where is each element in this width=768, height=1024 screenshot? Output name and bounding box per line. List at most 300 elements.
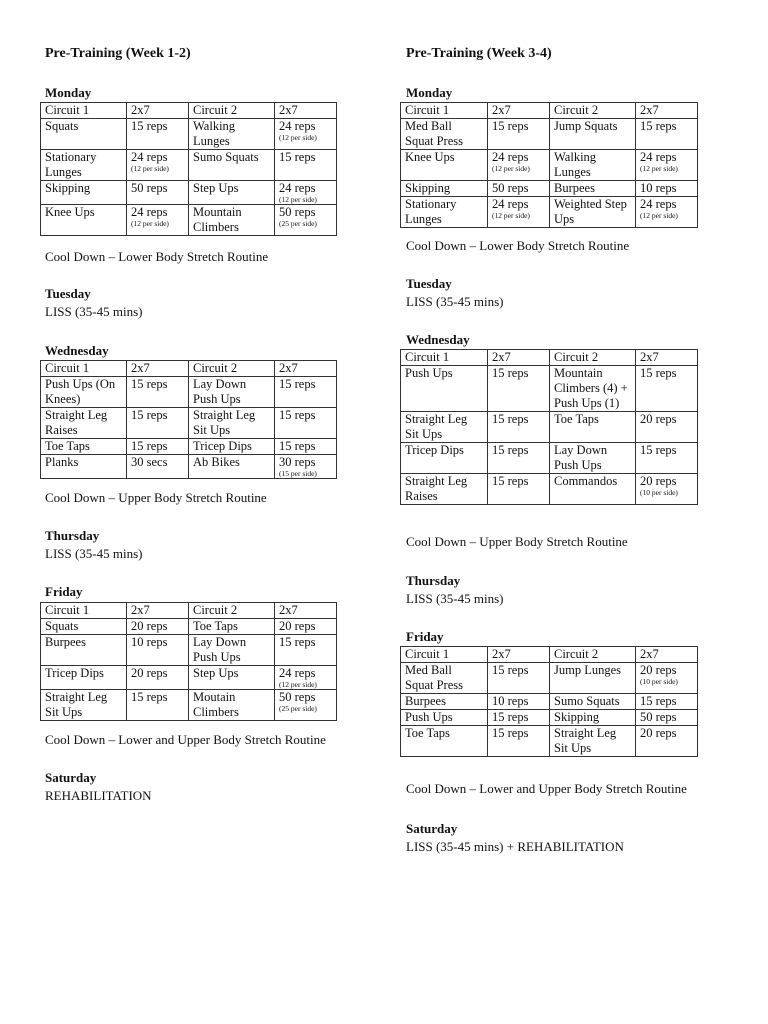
table-row (41, 119, 337, 150)
table-cell (127, 181, 189, 205)
table-cell (401, 474, 488, 505)
table-cell (41, 408, 127, 439)
table-row (401, 119, 698, 150)
table-cell (189, 408, 275, 439)
table-row (41, 181, 337, 205)
table-cell (488, 197, 550, 228)
week-1-2-title: Pre-Training (Week 1-2) (45, 46, 191, 61)
cell-text: 15 reps (492, 412, 529, 426)
w12-friday-title: Friday (45, 584, 83, 599)
cell-text: 24 reps (279, 181, 316, 195)
cell-text: 15 reps (492, 726, 529, 740)
cell-text: 2x7 (640, 103, 659, 117)
cell-text: Stationary Lunges (405, 197, 457, 226)
cell-text: Push Ups (On Knees) (45, 377, 116, 406)
table-cell (275, 181, 337, 205)
cell-text: 24 reps (492, 197, 529, 211)
cell-text: 2x7 (279, 103, 298, 117)
w34-wednesday-cooldown: Cool Down – Upper Body Stretch Routine (406, 534, 628, 549)
cell-text: Circuit 1 (45, 103, 90, 117)
table-cell (550, 103, 636, 119)
table-cell (550, 119, 636, 150)
table-cell (189, 635, 275, 666)
cell-text: 10 reps (492, 694, 529, 708)
table-cell (189, 455, 275, 479)
cell-text: 15 reps (492, 663, 529, 677)
w12-wednesday-title: Wednesday (45, 343, 109, 358)
cell-text: Squats (45, 119, 79, 133)
table-row (41, 205, 337, 236)
table-cell (401, 350, 488, 366)
table-row (401, 694, 698, 710)
cell-text: 50 reps (131, 181, 168, 195)
table-cell (636, 181, 698, 197)
cell-text: Push Ups (405, 710, 453, 724)
table-cell (488, 350, 550, 366)
cell-text: Skipping (405, 181, 451, 195)
cell-text: 15 reps (279, 439, 316, 453)
table-cell (636, 726, 698, 757)
cell-text: Med Ball Squat Press (405, 119, 463, 148)
table-cell (275, 635, 337, 666)
cell-text: 20 reps (640, 474, 677, 488)
cell-text: Circuit 1 (405, 647, 450, 661)
cell-text: 15 reps (640, 119, 677, 133)
cell-text: 2x7 (492, 350, 511, 364)
table-cell (636, 443, 698, 474)
w12-tuesday-note: LISS (35-45 mins) (45, 304, 143, 319)
table-cell (189, 439, 275, 455)
table-cell (189, 119, 275, 150)
w12-thursday-note: LISS (35-45 mins) (45, 546, 143, 561)
cell-text: 24 reps (279, 666, 316, 680)
cell-text: 2x7 (131, 361, 150, 375)
cell-text: 15 reps (279, 408, 316, 422)
table-cell (550, 663, 636, 694)
w34-thursday-note: LISS (35-45 mins) (406, 591, 504, 606)
cell-text: 10 reps (131, 635, 168, 649)
table-cell (488, 694, 550, 710)
table-cell (127, 103, 189, 119)
table-cell (401, 710, 488, 726)
cell-text: Burpees (405, 694, 446, 708)
cell-text: Commandos (554, 474, 618, 488)
cell-text: 2x7 (492, 103, 511, 117)
table-cell (189, 690, 275, 721)
table-cell (636, 350, 698, 366)
table-cell (275, 150, 337, 181)
table-cell (275, 103, 337, 119)
cell-text: 2x7 (279, 603, 298, 617)
table-cell (550, 197, 636, 228)
cell-text: 15 reps (131, 377, 168, 391)
table-cell (127, 666, 189, 690)
table-cell (275, 455, 337, 479)
table-header-row (401, 103, 698, 119)
cell-text: 20 reps (640, 663, 677, 677)
cell-text: Straight Leg Sit Ups (45, 690, 108, 719)
w34-friday-title: Friday (406, 629, 444, 644)
w34-wednesday-title: Wednesday (406, 332, 470, 347)
table-cell (275, 619, 337, 635)
table-cell (127, 205, 189, 236)
table-cell (550, 366, 636, 412)
cell-text: Knee Ups (45, 205, 95, 219)
cell-text: Weighted Step Ups (554, 197, 627, 226)
table-cell (275, 439, 337, 455)
table-cell (488, 474, 550, 505)
table-cell (275, 408, 337, 439)
table-cell (550, 647, 636, 663)
cell-text: 50 reps (279, 690, 316, 704)
cell-text: Step Ups (193, 666, 239, 680)
cell-text: Circuit 1 (45, 603, 90, 617)
cell-text: 2x7 (640, 350, 659, 364)
table-row (41, 439, 337, 455)
cell-text: Circuit 1 (405, 350, 450, 364)
table-cell (127, 635, 189, 666)
cell-text: 30 secs (131, 455, 168, 469)
table-header-row (41, 361, 337, 377)
table-row (41, 408, 337, 439)
w34-wednesday-table (400, 349, 698, 505)
cell-subnote: (25 per side) (279, 219, 317, 228)
w12-thursday-title: Thursday (45, 528, 100, 543)
cell-text: 2x7 (131, 103, 150, 117)
cell-text: Toe Taps (193, 619, 238, 633)
table-cell (41, 666, 127, 690)
table-cell (401, 663, 488, 694)
cell-text: 2x7 (279, 361, 298, 375)
table-cell (41, 455, 127, 479)
table-cell (275, 119, 337, 150)
table-cell (127, 690, 189, 721)
table-cell (275, 603, 337, 619)
table-cell (550, 726, 636, 757)
cell-text: Circuit 2 (554, 647, 599, 661)
table-cell (189, 205, 275, 236)
cell-text: Jump Lunges (554, 663, 622, 677)
cell-text: 15 reps (131, 119, 168, 133)
w34-tuesday-note: LISS (35-45 mins) (406, 294, 504, 309)
table-cell (41, 619, 127, 635)
table-row (401, 443, 698, 474)
cell-text: Straight Leg Sit Ups (405, 412, 468, 441)
table-cell (488, 366, 550, 412)
cell-text: Lay Down Push Ups (554, 443, 608, 472)
cell-text: Circuit 2 (554, 103, 599, 117)
cell-text: 24 reps (492, 150, 529, 164)
table-cell (41, 205, 127, 236)
table-cell (636, 474, 698, 505)
table-row (41, 455, 337, 479)
cell-text: Squats (45, 619, 79, 633)
cell-text: 24 reps (131, 205, 168, 219)
table-header-row (41, 603, 337, 619)
cell-text: Circuit 1 (45, 361, 90, 375)
w12-monday-table (40, 102, 337, 236)
cell-subnote: (10 per side) (640, 488, 678, 497)
cell-text: 15 reps (492, 443, 529, 457)
table-cell (41, 377, 127, 408)
table-cell (550, 443, 636, 474)
table-cell (488, 710, 550, 726)
table-row (401, 181, 698, 197)
table-cell (127, 619, 189, 635)
w34-monday-table (400, 102, 698, 228)
table-cell (41, 635, 127, 666)
cell-text: 15 reps (131, 690, 168, 704)
table-cell (488, 181, 550, 197)
table-row (401, 710, 698, 726)
table-cell (127, 361, 189, 377)
cell-text: Straight Leg Raises (45, 408, 108, 437)
cell-text: 15 reps (279, 635, 316, 649)
table-cell (401, 694, 488, 710)
w12-saturday-title: Saturday (45, 770, 97, 785)
cell-text: Walking Lunges (554, 150, 597, 179)
cell-text: Burpees (45, 635, 86, 649)
cell-text: 20 reps (640, 412, 677, 426)
week-3-4-title: Pre-Training (Week 3-4) (406, 46, 552, 61)
table-cell (550, 350, 636, 366)
table-cell (488, 663, 550, 694)
cell-text: Lay Down Push Ups (193, 635, 247, 664)
cell-text: Circuit 2 (193, 361, 238, 375)
table-cell (636, 694, 698, 710)
table-row (401, 366, 698, 412)
table-cell (41, 181, 127, 205)
cell-text: Toe Taps (554, 412, 599, 426)
table-row (401, 412, 698, 443)
cell-text: Circuit 2 (193, 103, 238, 117)
table-cell (401, 103, 488, 119)
cell-text: 15 reps (492, 119, 529, 133)
table-cell (401, 197, 488, 228)
table-cell (127, 377, 189, 408)
table-cell (488, 103, 550, 119)
table-cell (636, 710, 698, 726)
cell-subnote: (10 per side) (640, 677, 678, 686)
w34-monday-title: Monday (406, 85, 453, 100)
cell-text: 24 reps (131, 150, 168, 164)
cell-text: 20 reps (279, 619, 316, 633)
table-header-row (401, 647, 698, 663)
table-cell (401, 726, 488, 757)
cell-subnote: (12 per side) (131, 219, 169, 228)
table-cell (636, 103, 698, 119)
cell-text: Push Ups (405, 366, 453, 380)
w12-friday-table (40, 602, 337, 721)
table-cell (401, 366, 488, 412)
table-cell (275, 690, 337, 721)
table-row (41, 635, 337, 666)
table-cell (41, 150, 127, 181)
table-row (401, 663, 698, 694)
cell-text: Lay Down Push Ups (193, 377, 247, 406)
cell-text: Tricep Dips (45, 666, 104, 680)
table-cell (550, 181, 636, 197)
table-row (401, 197, 698, 228)
table-cell (636, 366, 698, 412)
cell-text: Straight Leg Sit Ups (193, 408, 256, 437)
table-cell (189, 666, 275, 690)
cell-text: 15 reps (131, 408, 168, 422)
cell-text: Circuit 2 (193, 603, 238, 617)
cell-text: Straight Leg Sit Ups (554, 726, 617, 755)
cell-text: Circuit 1 (405, 103, 450, 117)
table-cell (189, 150, 275, 181)
cell-subnote: (12 per side) (279, 133, 317, 142)
table-cell (41, 603, 127, 619)
table-cell (488, 443, 550, 474)
cell-text: Toe Taps (45, 439, 90, 453)
cell-text: 2x7 (131, 603, 150, 617)
table-cell (636, 197, 698, 228)
table-header-row (401, 350, 698, 366)
table-cell (127, 439, 189, 455)
table-cell (636, 412, 698, 443)
w12-saturday-note: REHABILITATION (45, 788, 152, 803)
cell-text: Skipping (554, 710, 600, 724)
w34-thursday-title: Thursday (406, 573, 461, 588)
cell-text: Stationary Lunges (45, 150, 97, 179)
table-cell (41, 103, 127, 119)
w34-friday-table (400, 646, 698, 757)
table-cell (401, 181, 488, 197)
cell-text: Med Ball Squat Press (405, 663, 463, 692)
cell-text: 15 reps (279, 377, 316, 391)
cell-text: 30 reps (279, 455, 316, 469)
cell-text: Step Ups (193, 181, 239, 195)
cell-text: Sumo Squats (193, 150, 259, 164)
cell-text: 15 reps (279, 150, 316, 164)
w12-tuesday-title: Tuesday (45, 286, 91, 301)
cell-text: Mountain Climbers (4) + Push Ups (1) (554, 366, 628, 410)
table-cell (127, 455, 189, 479)
w12-wednesday-cooldown: Cool Down – Upper Body Stretch Routine (45, 490, 267, 505)
table-cell (488, 150, 550, 181)
table-cell (488, 412, 550, 443)
table-cell (636, 119, 698, 150)
cell-subnote: (15 per side) (279, 469, 317, 478)
cell-subnote: (12 per side) (279, 195, 317, 204)
cell-text: 50 reps (279, 205, 316, 219)
table-cell (550, 694, 636, 710)
table-cell (275, 377, 337, 408)
cell-text: 15 reps (492, 710, 529, 724)
cell-text: 15 reps (492, 366, 529, 380)
table-cell (41, 119, 127, 150)
table-cell (275, 361, 337, 377)
cell-text: Mountain Climbers (193, 205, 242, 234)
table-cell (127, 408, 189, 439)
cell-text: 50 reps (492, 181, 529, 195)
cell-text: Knee Ups (405, 150, 455, 164)
cell-text: 2x7 (492, 647, 511, 661)
table-cell (189, 377, 275, 408)
cell-subnote: (12 per side) (492, 164, 530, 173)
table-cell (41, 361, 127, 377)
table-cell (41, 690, 127, 721)
w12-monday-cooldown: Cool Down – Lower Body Stretch Routine (45, 249, 269, 264)
cell-text: Skipping (45, 181, 91, 195)
table-cell (127, 150, 189, 181)
table-cell (636, 150, 698, 181)
cell-subnote: (12 per side) (279, 680, 317, 689)
cell-text: Planks (45, 455, 79, 469)
table-cell (127, 603, 189, 619)
cell-text: 24 reps (279, 119, 316, 133)
table-cell (488, 647, 550, 663)
cell-text: Tricep Dips (405, 443, 464, 457)
table-cell (189, 619, 275, 635)
w12-friday-cooldown: Cool Down – Lower and Upper Body Stretch Routine (45, 732, 326, 747)
table-cell (550, 412, 636, 443)
table-header-row (41, 103, 337, 119)
cell-text: 50 reps (640, 710, 677, 724)
cell-text: 15 reps (640, 366, 677, 380)
table-cell (636, 663, 698, 694)
table-cell (550, 474, 636, 505)
w34-saturday-title: Saturday (406, 821, 458, 836)
cell-text: 10 reps (640, 181, 677, 195)
table-cell (488, 119, 550, 150)
cell-text: Tricep Dips (193, 439, 252, 453)
cell-subnote: (12 per side) (640, 211, 678, 220)
cell-text: Walking Lunges (193, 119, 236, 148)
cell-text: Burpees (554, 181, 595, 195)
table-cell (401, 647, 488, 663)
table-cell (189, 361, 275, 377)
cell-subnote: (25 per side) (279, 704, 317, 713)
table-cell (189, 181, 275, 205)
cell-text: 15 reps (640, 443, 677, 457)
table-cell (189, 603, 275, 619)
w34-saturday-note: LISS (35-45 mins) + REHABILITATION (406, 839, 624, 854)
cell-text: 15 reps (131, 439, 168, 453)
cell-text: 20 reps (131, 666, 168, 680)
table-row (401, 474, 698, 505)
cell-text: Moutain Climbers (193, 690, 239, 719)
table-cell (488, 726, 550, 757)
table-cell (550, 710, 636, 726)
table-cell (275, 205, 337, 236)
cell-text: 15 reps (640, 694, 677, 708)
cell-text: 2x7 (640, 647, 659, 661)
table-cell (41, 439, 127, 455)
cell-text: Circuit 2 (554, 350, 599, 364)
cell-subnote: (12 per side) (492, 211, 530, 220)
cell-text: 24 reps (640, 150, 677, 164)
table-row (41, 690, 337, 721)
table-cell (189, 103, 275, 119)
cell-text: 20 reps (640, 726, 677, 740)
cell-subnote: (12 per side) (640, 164, 678, 173)
cell-text: Sumo Squats (554, 694, 620, 708)
table-row (41, 377, 337, 408)
table-cell (401, 150, 488, 181)
w34-tuesday-title: Tuesday (406, 276, 452, 291)
cell-text: Straight Leg Raises (405, 474, 468, 503)
cell-text: 15 reps (492, 474, 529, 488)
cell-text: 24 reps (640, 197, 677, 211)
table-cell (127, 119, 189, 150)
table-cell (275, 666, 337, 690)
table-row (401, 726, 698, 757)
table-cell (401, 412, 488, 443)
w12-wednesday-table (40, 360, 337, 479)
